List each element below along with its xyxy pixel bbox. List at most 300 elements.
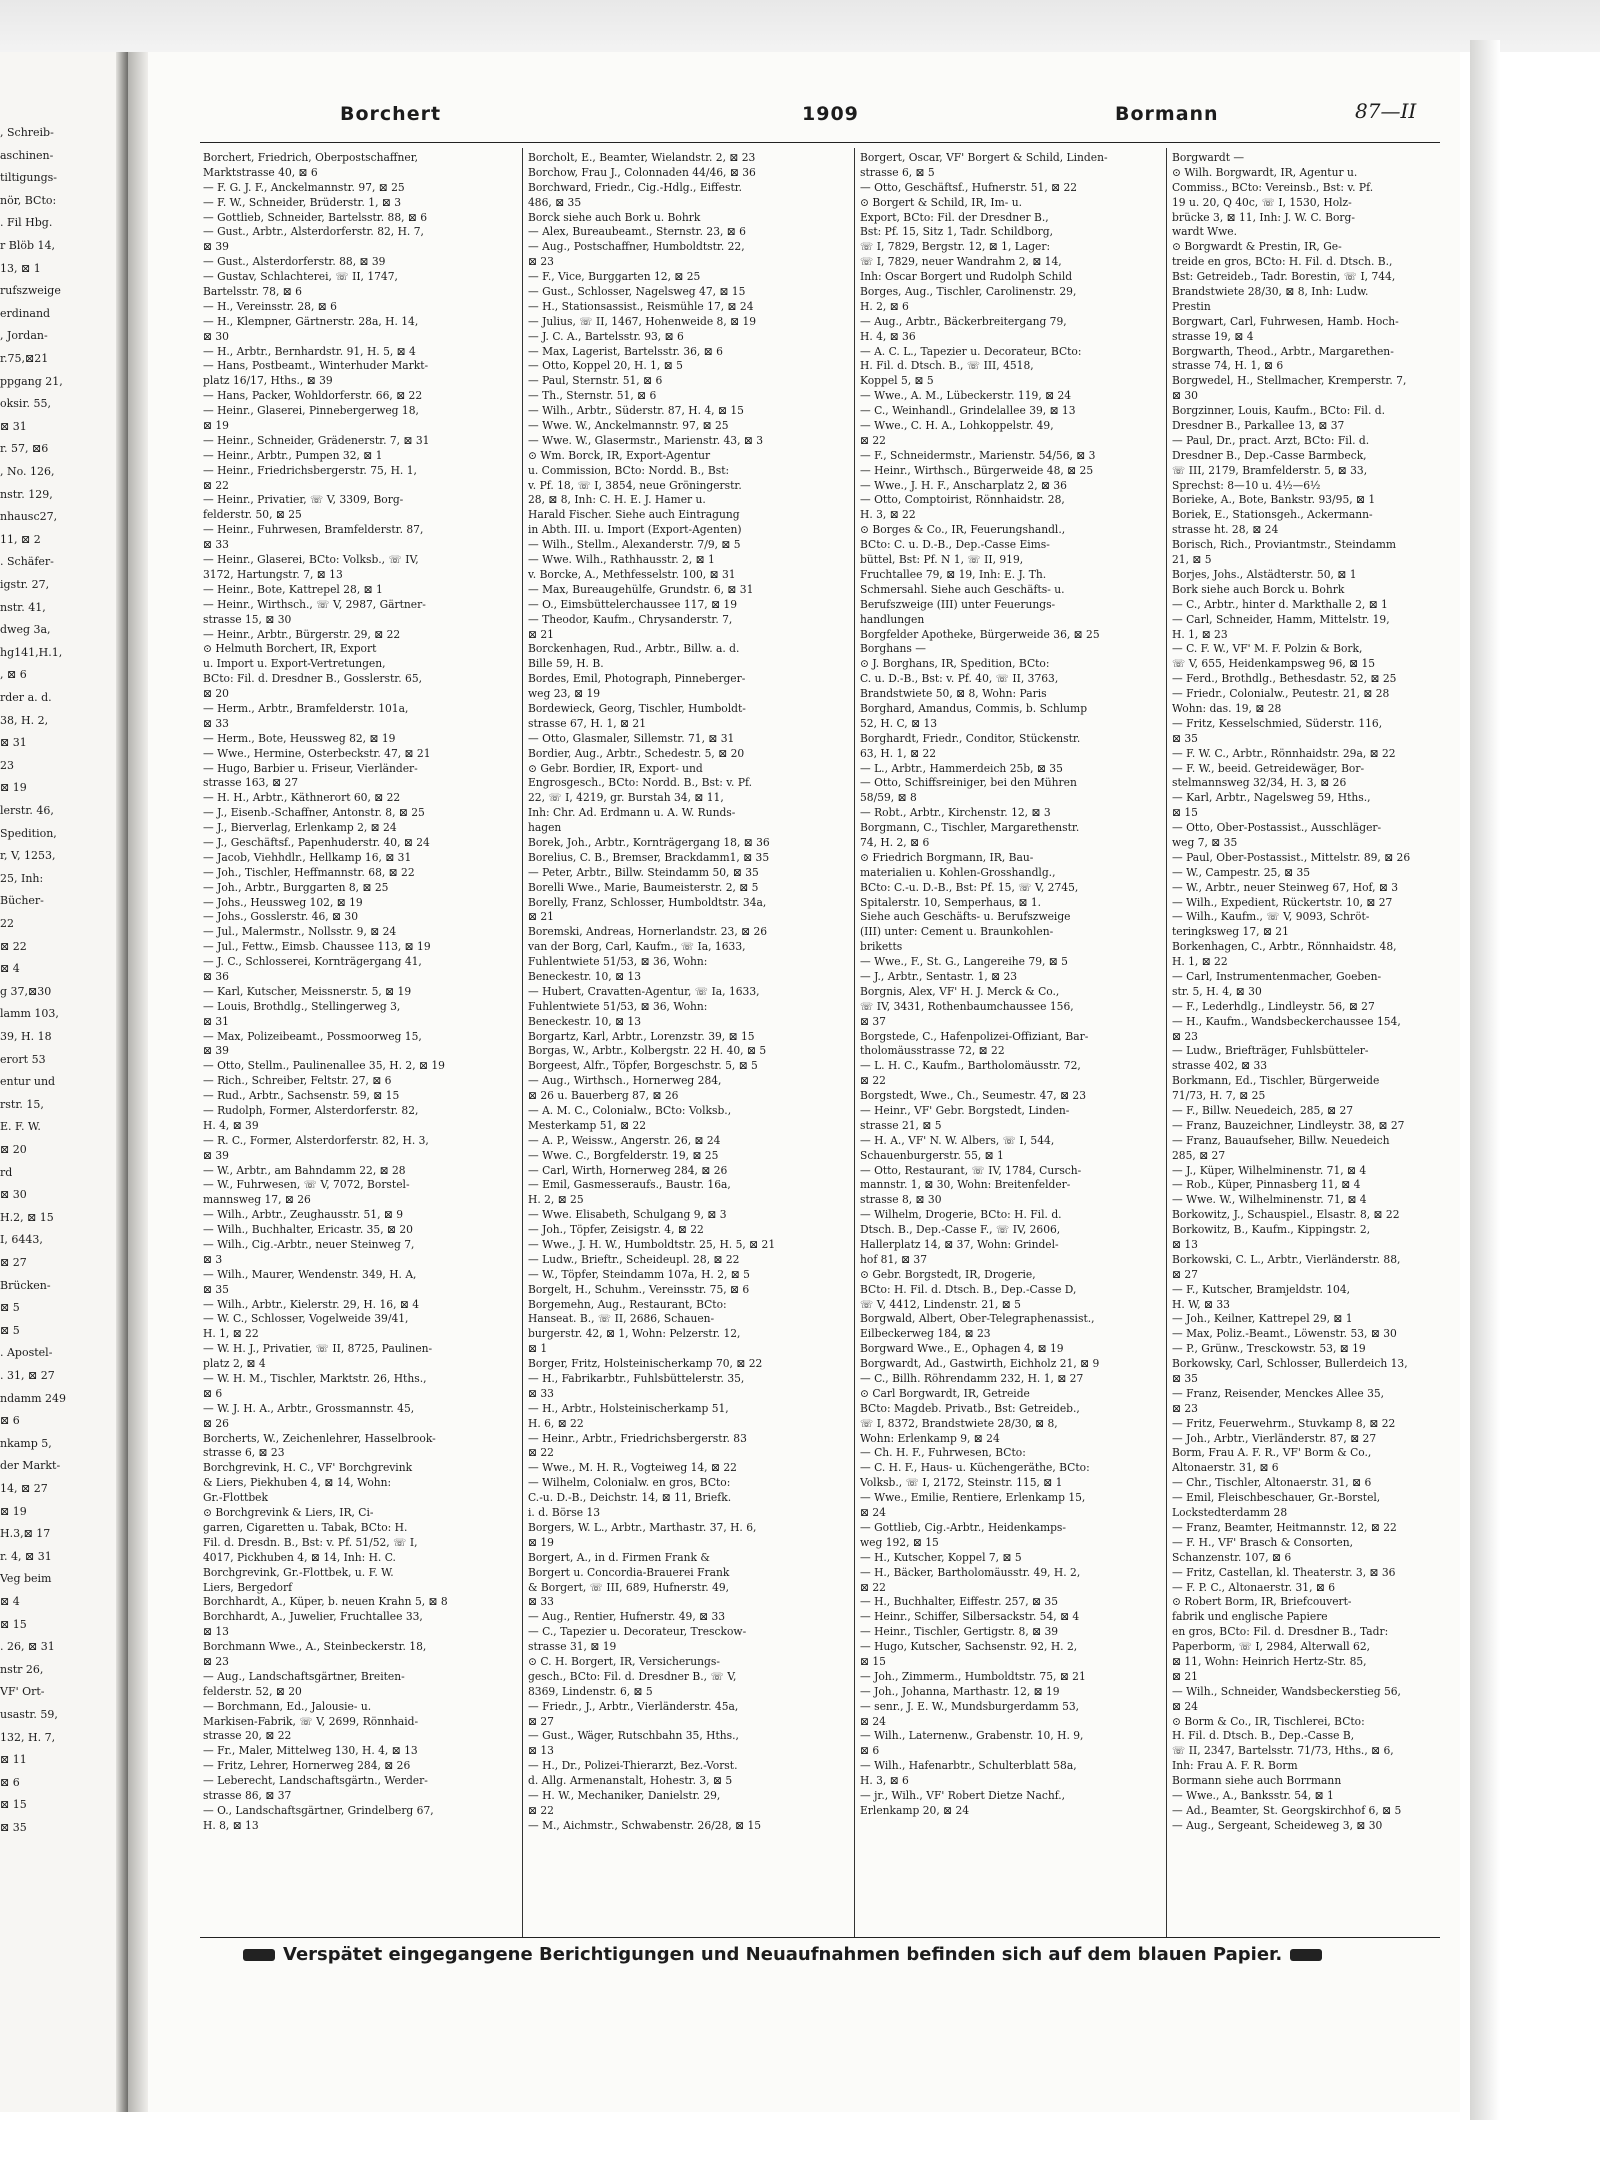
directory-line: Wohn: das. 19, ⊠ 28 xyxy=(1172,701,1282,715)
directory-line: ⊙ Robert Borm, IR, Briefcouvert- xyxy=(1172,1595,1352,1609)
directory-line: ⊠ 13 xyxy=(528,1744,554,1758)
directory-line: ⊠ 35 xyxy=(1172,1372,1198,1386)
left-page-line: tiltigungs- xyxy=(0,171,58,185)
left-page-line: ⊠ 19 xyxy=(0,1504,27,1518)
directory-line: — Otto, Ober-Postassist., Ausschläger- xyxy=(1172,821,1382,835)
directory-line: — Wilh., Buchhalter, Ericastr. 35, ⊠ 20 xyxy=(203,1223,413,1237)
directory-line: — C. F. W., VF' M. F. Polzin & Bork, xyxy=(1172,642,1363,656)
left-page-line: ⊠ 22 xyxy=(0,939,27,953)
directory-line: — F., Schneidermstr., Marienstr. 54/56, ⊠ 3 xyxy=(860,448,1096,462)
left-page-line: r.75,⊠21 xyxy=(0,352,49,365)
directory-line: Erlenkamp 20, ⊠ 24 xyxy=(860,1803,970,1817)
directory-line: fabrik und englische Papiere xyxy=(1172,1610,1328,1624)
directory-line: — Gust., Alsterdorferstr. 88, ⊠ 39 xyxy=(203,255,386,269)
directory-line: Koppel 5, ⊠ 5 xyxy=(860,374,934,388)
directory-line: & Liers, Piekhuben 4, ⊠ 14, Wohn: xyxy=(203,1476,392,1490)
directory-line: — H. A., VF' N. W. Albers, ☏ I, 544, xyxy=(860,1133,1055,1147)
directory-line: — H. H., Arbtr., Käthnerort 60, ⊠ 22 xyxy=(203,791,401,805)
directory-line: — A. M. C., Colonialw., BCto: Volksb., xyxy=(528,1104,732,1117)
directory-line: 19 u. 20, Q 40c, ☏ I, 1530, Holz- xyxy=(1172,195,1352,209)
directory-line: ⊙ Friedrich Borgmann, IR, Bau- xyxy=(860,850,1034,864)
left-page-line: ⊠ 15 xyxy=(0,1798,27,1812)
directory-line: — Otto, Koppel 20, H. 1, ⊠ 5 xyxy=(528,359,683,373)
left-page-line: ⊠ 5 xyxy=(0,1301,20,1315)
directory-line: — Wilh., Arbtr., Süderstr. 87, H. 4, ⊠ 15 xyxy=(528,404,744,418)
directory-line: Boriek, E., Stationsgeh., Ackermann- xyxy=(1172,508,1373,522)
directory-line: Borgstede, C., Hafenpolizei-Offiziant, Bar- xyxy=(860,1029,1089,1043)
directory-line: Borgstedt, Wwe., Ch., Seumestr. 47, ⊠ 23 xyxy=(860,1089,1087,1103)
directory-line: H. 3, ⊠ 22 xyxy=(860,508,916,522)
directory-line: 63, H. 1, ⊠ 22 xyxy=(860,746,937,760)
directory-line: — Wilhelm, Drogerie, BCto: H. Fil. d. xyxy=(860,1208,1062,1222)
directory-line: garren, Cigaretten u. Tabak, BCto: H. xyxy=(203,1520,408,1534)
directory-line: strasse 6, ⊠ 23 xyxy=(203,1446,285,1460)
directory-line: — Hubert, Cravatten-Agentur, ☏ Ia, 1633, xyxy=(528,984,760,998)
directory-line: — Wwe. Elisabeth, Schulgang 9, ⊠ 3 xyxy=(528,1208,727,1222)
directory-line: — Hans, Postbeamt., Winterhuder Markt- xyxy=(203,359,429,373)
left-page-line: ⊠ 31 xyxy=(0,736,27,750)
directory-line: — Wilh., Arbtr., Kielerstr. 29, H. 16, ⊠ 4 xyxy=(203,1297,420,1311)
directory-line: Hanseat. B., ☏ II, 2686, Schauen- xyxy=(528,1312,715,1326)
directory-line: — Fr., Maler, Mittelweg 130, H. 4, ⊠ 13 xyxy=(203,1744,418,1758)
directory-line: Hallerplatz 14, ⊠ 37, Wohn: Grindel- xyxy=(860,1238,1059,1252)
directory-line: Brandstwiete 28/30, ⊠ 8, Inh: Ludw. xyxy=(1172,285,1369,299)
directory-line: strasse 20, ⊠ 22 xyxy=(203,1729,292,1743)
directory-line: 58/59, ⊠ 8 xyxy=(860,791,917,805)
directory-line: ☏ II, 2347, Bartelsstr. 71/73, Hths., ⊠ 6, xyxy=(1172,1744,1394,1758)
directory-line: Borelius, C. B., Bremser, Brackdamm1, ⊠ 35 xyxy=(528,850,770,864)
directory-line: Volksb., ☏ I, 2172, Steinstr. 115, ⊠ 1 xyxy=(860,1476,1063,1490)
directory-line: — F. W., Schneider, Brüderstr. 1, ⊠ 3 xyxy=(203,195,402,209)
directory-line: — Paul, Sternstr. 51, ⊠ 6 xyxy=(528,374,663,388)
directory-line: Bartelsstr. 78, ⊠ 6 xyxy=(203,285,302,299)
directory-line: — Paul, Dr., pract. Arzt, BCto: Fil. d. xyxy=(1172,433,1370,447)
directory-line: Inh: Chr. Ad. Erdmann u. A. W. Runds- xyxy=(528,806,736,820)
directory-line: ⊙ Gebr. Bordier, IR, Export- und xyxy=(528,761,703,775)
directory-line: — Hugo, Barbier u. Friseur, Vierländer- xyxy=(203,761,418,775)
left-page-line: ⊠ 6 xyxy=(0,1414,20,1428)
directory-line: Borm, Frau A. F. R., VF' Borm & Co., xyxy=(1172,1446,1372,1460)
directory-line: ⊠ 23 xyxy=(528,255,554,269)
directory-line: — Wwe., M. H. R., Vogteiweg 14, ⊠ 22 xyxy=(528,1461,737,1475)
directory-line: ⊠ 24 xyxy=(1172,1699,1198,1713)
left-page-line: 132, H. 7, xyxy=(0,1730,56,1744)
directory-line: ⊠ 22 xyxy=(860,433,886,447)
directory-line: — Wilh., Cig.-Arbtr., neuer Steinweg 7, xyxy=(203,1238,415,1252)
directory-line: — Herm., Bote, Heussweg 82, ⊠ 19 xyxy=(203,731,396,745)
directory-line: Liers, Bergedorf xyxy=(203,1580,293,1594)
directory-line: gesch., BCto: Fil. d. Dresdner B., ☏ V, xyxy=(528,1669,737,1683)
directory-line: Borger, Fritz, Holsteinischerkamp 70, ⊠ 22 xyxy=(528,1357,763,1371)
directory-line: strasse 6, ⊠ 5 xyxy=(860,165,935,179)
directory-line: — W., Arbtr., am Bahndamm 22, ⊠ 28 xyxy=(203,1163,406,1177)
directory-line: — Wilh., Stellm., Alexanderstr. 7/9, ⊠ 5 xyxy=(528,538,741,552)
directory-line: Borgmann, C., Tischler, Margarethenstr. xyxy=(860,821,1080,835)
directory-line: — Wwe. C., Borgfelderstr. 19, ⊠ 25 xyxy=(528,1148,719,1162)
directory-line: Borchhardt, A., Juwelier, Fruchtallee 33, xyxy=(203,1610,423,1624)
left-page-line: 14, ⊠ 27 xyxy=(0,1482,48,1495)
directory-line: BCto: C. u. D.-B., Dep.-Casse Eims- xyxy=(860,538,1050,552)
left-page-line: ⊠ 4 xyxy=(0,962,20,976)
directory-line: — Otto, Geschäftsf., Hufnerstr. 51, ⊠ 22 xyxy=(860,180,1078,194)
directory-line: — Robt., Arbtr., Kirchenstr. 12, ⊠ 3 xyxy=(860,806,1051,820)
directory-line: felderstr. 50, ⊠ 25 xyxy=(203,508,302,522)
directory-line: H. 4, ⊠ 39 xyxy=(203,1118,259,1132)
directory-line: Borchgrevink, H. C., VF' Borchgrevink xyxy=(203,1461,413,1475)
directory-line: — Joh., Tischler, Heffmannstr. 68, ⊠ 22 xyxy=(203,865,415,879)
directory-line: weg 192, ⊠ 15 xyxy=(860,1535,939,1549)
left-page-line: ⊠ 6 xyxy=(0,1775,20,1789)
directory-line: ⊠ 11, Wohn: Heinrich Hertz-Str. 85, xyxy=(1172,1654,1367,1668)
directory-line: 8369, Lindenstr. 6, ⊠ 5 xyxy=(528,1684,653,1698)
directory-line: str. 5, H. 4, ⊠ 30 xyxy=(1172,984,1262,998)
directory-line: — jr., Wilh., VF' Robert Dietze Nachf., xyxy=(860,1788,1066,1802)
directory-line: Gr.-Flottbek xyxy=(203,1491,268,1505)
scan-top-margin xyxy=(0,0,1600,52)
directory-line: ☏ IV, 3431, Rothenbaumchaussee 156, xyxy=(860,999,1074,1013)
directory-line: Borkmann, Ed., Tischler, Bürgerweide xyxy=(1172,1074,1380,1088)
directory-line: — Th., Sternstr. 51, ⊠ 6 xyxy=(528,389,657,403)
directory-line: Borchward, Friedr., Cig.-Hdlg., Eiffestr. xyxy=(528,180,743,194)
directory-line: (III) unter: Cement u. Braunkohlen- xyxy=(860,925,1054,939)
directory-line: — Max, Lagerist, Bartelsstr. 36, ⊠ 6 xyxy=(528,344,723,358)
directory-line: ⊠ 19 xyxy=(528,1535,554,1549)
directory-line: Wohn: Erlenkamp 9, ⊠ 24 xyxy=(860,1431,1000,1445)
directory-line: Borchow, Frau J., Colonnaden 44/46, ⊠ 36 xyxy=(528,165,756,179)
directory-line: — Johs., Gosslerstr. 46, ⊠ 30 xyxy=(203,910,359,924)
directory-line: — Otto, Stellm., Paulinenallee 35, H. 2, ⊠ 19 xyxy=(203,1059,445,1073)
column-1 xyxy=(203,151,519,1936)
directory-line: — W., Töpfer, Steindamm 107a, H. 2, ⊠ 5 xyxy=(528,1267,750,1281)
left-page-line: erdinand xyxy=(0,306,51,320)
directory-line: 285, ⊠ 27 xyxy=(1172,1148,1226,1162)
pointing-hand-icon xyxy=(1290,1949,1322,1961)
directory-line: handlungen xyxy=(860,612,925,626)
directory-line: Borkowski, C. L., Arbtr., Vierländerstr. 88, xyxy=(1172,1252,1401,1266)
directory-line: — Johs., Heussweg 102, ⊠ 19 xyxy=(203,895,363,909)
directory-line: — H., Vereinsstr. 28, ⊠ 6 xyxy=(203,299,337,313)
directory-line: — Carl, Schneider, Hamm, Mittelstr. 19, xyxy=(1172,612,1390,626)
directory-line: ⊠ 35 xyxy=(203,1282,229,1296)
directory-line: — C., Billh. Röhrendamm 232, H. 1, ⊠ 27 xyxy=(860,1372,1084,1386)
directory-line: — Jul., Malermstr., Nollsstr. 9, ⊠ 24 xyxy=(203,925,397,939)
directory-line: — J., Geschäftsf., Papenhuderstr. 40, ⊠ 24 xyxy=(203,835,430,849)
directory-line: Bst: Pf. 15, Sitz 1, Tadr. Schildborg, xyxy=(860,225,1053,239)
directory-line: — Heinr., Arbtr., Friedrichsbergerstr. 83 xyxy=(528,1431,747,1445)
directory-line: Borkowitz, B., Kaufm., Kippingstr. 2, xyxy=(1172,1223,1371,1237)
left-page-line: ⊠ 20 xyxy=(0,1143,27,1156)
directory-line: ⊠ 36 xyxy=(203,969,229,983)
directory-line: Fuhlentwiete 51/53, ⊠ 36, Wohn: xyxy=(528,955,708,969)
directory-line: hof 81, ⊠ 37 xyxy=(860,1252,928,1266)
directory-line: Dtsch. B., Dep.-Casse F., ☏ IV, 2606, xyxy=(860,1223,1061,1237)
directory-line: ⊠ 6 xyxy=(860,1744,880,1758)
directory-line: Export, BCto: Fil. der Dresdner B., xyxy=(860,210,1049,224)
directory-line: — Peter, Arbtr., Billw. Steindamm 50, ⊠ 35 xyxy=(528,865,759,879)
left-page-line: 11, ⊠ 2 xyxy=(0,532,41,546)
column-3 xyxy=(860,151,1163,1936)
directory-line: Siehe auch Geschäfts- u. Berufszweige xyxy=(860,910,1071,924)
directory-line: — F., Billw. Neuedeich, 285, ⊠ 27 xyxy=(1172,1104,1354,1117)
footer-notice xyxy=(235,1944,1330,1965)
directory-line: H. W, ⊠ 33 xyxy=(1172,1297,1230,1311)
left-page-line: ⊠ 15 xyxy=(0,1617,27,1631)
directory-line: — H., Kutscher, Koppel 7, ⊠ 5 xyxy=(860,1550,1022,1564)
directory-line: strasse 19, ⊠ 4 xyxy=(1172,329,1254,343)
directory-line: — J., Eisenb.-Schaffner, Antonstr. 8, ⊠ 25 xyxy=(203,806,425,820)
directory-line: mannstr. 1, ⊠ 30, Wohn: Breitenfelder- xyxy=(860,1178,1071,1192)
directory-line: ⊙ C. H. Borgert, IR, Versicherungs- xyxy=(528,1654,720,1668)
directory-line: — H., Stationsassist., Reismühle 17, ⊠ 24 xyxy=(528,299,754,313)
left-page-line: VF' Ort- xyxy=(0,1685,45,1699)
directory-line: Borcholt, E., Beamter, Wielandstr. 2, ⊠ 23 xyxy=(528,151,756,164)
directory-line: — Wwe., A. M., Lübeckerstr. 119, ⊠ 24 xyxy=(860,389,1072,403)
left-page-line: g 37,⊠30 xyxy=(0,984,52,998)
directory-line: Borgers, W. L., Arbtr., Marthastr. 37, H. 6, xyxy=(528,1520,757,1534)
directory-line: ⊠ 33 xyxy=(528,1386,554,1400)
directory-line: ⊠ 20 xyxy=(203,687,229,701)
directory-line: 74, H. 2, ⊠ 6 xyxy=(860,835,930,849)
left-page-line: ⊠ 31 xyxy=(0,419,27,433)
directory-line: Borghardt, Friedr., Conditor, Stückenstr. xyxy=(860,731,1081,745)
directory-line: Borelly, Franz, Schlosser, Humboldtstr. 34a, xyxy=(528,895,767,909)
directory-line: Borchert, Friedrich, Oberpostschaffner, xyxy=(203,151,419,164)
directory-line: — Carl, Instrumentenmacher, Goeben- xyxy=(1172,969,1382,983)
left-page-line: der Markt- xyxy=(0,1459,61,1473)
directory-line: strasse 402, ⊠ 33 xyxy=(1172,1059,1268,1073)
directory-line: — W. C., Schlosser, Vogelweide 39/41, xyxy=(203,1312,409,1326)
directory-line: — Gust., Wäger, Rutschbahn 35, Hths., xyxy=(528,1729,739,1743)
directory-line: Borisch, Rich., Proviantmstr., Steindamm xyxy=(1172,538,1396,552)
directory-line: — F. P. C., Altonaerstr. 31, ⊠ 6 xyxy=(1172,1580,1336,1594)
directory-line: — Heinr., Glaserei, BCto: Volksb., ☏ IV, xyxy=(203,553,419,567)
directory-line: — Ferd., Brothdlg., Bethesdastr. 52, ⊠ 25 xyxy=(1172,672,1397,686)
directory-line: — Ch. H. F., Fuhrwesen, BCto: xyxy=(860,1446,1026,1460)
column-4 xyxy=(1172,151,1470,1936)
directory-line: — Gust., Schlosser, Nagelsweg 47, ⊠ 15 xyxy=(528,285,746,299)
column-rule-1 xyxy=(522,148,523,1938)
directory-line: ⊠ 22 xyxy=(528,1446,554,1460)
left-page-line: nör, BCto: xyxy=(0,193,57,207)
directory-line: Borgas, W., Arbtr., Kolbergstr. 22 H. 40, ⊠ 5 xyxy=(528,1044,767,1058)
directory-line: Bille 59, H. B. xyxy=(528,657,604,671)
directory-line: Borges, Aug., Tischler, Carolinenstr. 29, xyxy=(860,285,1077,299)
directory-line: — Alex, Bureaubeamt., Sternstr. 23, ⊠ 6 xyxy=(528,225,746,239)
directory-line: — Heinr., Schneider, Grädenerstr. 7, ⊠ 31 xyxy=(203,433,430,447)
left-page-line: usastr. 59, xyxy=(0,1708,58,1721)
directory-line: — Otto, Schiffsreiniger, bei den Mühren xyxy=(860,776,1077,790)
directory-line: Borkowsky, Carl, Schlosser, Bullerdeich 13, xyxy=(1172,1357,1408,1371)
directory-line: platz 16/17, Hths., ⊠ 39 xyxy=(203,374,333,388)
directory-line: v. Borcke, A., Methfesselstr. 100, ⊠ 31 xyxy=(528,567,736,581)
directory-line: — Otto, Comptoirist, Rönnhaidstr. 28, xyxy=(860,493,1065,507)
directory-line: — Fritz, Lehrer, Hornerweg 284, ⊠ 26 xyxy=(203,1759,411,1773)
directory-line: — W., Arbtr., neuer Steinweg 67, Hof, ⊠ 3 xyxy=(1172,880,1399,894)
directory-line: 52, H. C, ⊠ 13 xyxy=(860,716,938,730)
directory-line: ⊠ 27 xyxy=(528,1714,554,1728)
directory-line: H. 4, ⊠ 36 xyxy=(860,329,916,343)
column-rule-2 xyxy=(854,148,855,1938)
directory-line: — J., Bierverlag, Erlenkamp 2, ⊠ 24 xyxy=(203,821,397,835)
directory-line: — Aug., Sergeant, Scheideweg 3, ⊠ 30 xyxy=(1172,1818,1383,1832)
column-2 xyxy=(528,151,851,1936)
directory-line: ⊠ 22 xyxy=(528,1803,554,1817)
directory-line: ⊠ 13 xyxy=(1172,1238,1198,1252)
directory-line: — Wwe. W., Wilhelminenstr. 71, ⊠ 4 xyxy=(1172,1193,1367,1207)
directory-line: — O., Eimsbüttelerchaussee 117, ⊠ 19 xyxy=(528,597,738,611)
left-page-line: , Schreib- xyxy=(0,126,54,139)
directory-line: — Fritz, Castellan, kl. Theaterstr. 3, ⊠ 36 xyxy=(1172,1565,1396,1579)
directory-line: Borchmann Wwe., A., Steinbeckerstr. 18, xyxy=(203,1640,427,1654)
directory-line: — Theodor, Kaufm., Chrysanderstr. 7, xyxy=(528,612,733,626)
left-page-line: rstr. 15, xyxy=(0,1097,44,1111)
directory-line: ⊠ 15 xyxy=(1172,806,1198,820)
directory-line: en gros, BCto: Fil. d. Dresdner B., Tadr: xyxy=(1172,1625,1389,1639)
directory-line: — W. H. M., Tischler, Marktstr. 26, Hths., xyxy=(203,1372,427,1386)
directory-line: Borcherts, W., Zeichenlehrer, Hasselbrook- xyxy=(203,1431,436,1445)
left-page-line: ⊠ 5 xyxy=(0,1323,20,1337)
directory-line: — Heinr., Arbtr., Pumpen 32, ⊠ 1 xyxy=(203,448,383,462)
directory-line: ⊠ 6 xyxy=(203,1386,223,1400)
directory-line: Lockstedterdamm 28 xyxy=(1172,1506,1288,1520)
directory-line: — Heinr., Arbtr., Bürgerstr. 29, ⊠ 22 xyxy=(203,627,401,641)
left-page-line: ⊠ 30 xyxy=(0,1188,27,1202)
directory-line: — H., Fabrikarbtr., Fuhlsbüttelerstr. 35, xyxy=(528,1372,745,1386)
directory-line: — Heinr., Wirthsch., Bürgerweide 48, ⊠ 25 xyxy=(860,463,1094,477)
directory-line: — P., Grünw., Tresckowstr. 53, ⊠ 19 xyxy=(1172,1342,1366,1356)
directory-line: — Wwe., Hermine, Osterbeckstr. 47, ⊠ 21 xyxy=(203,746,431,760)
directory-line: — Karl, Arbtr., Nagelsweg 59, Hths., xyxy=(1172,791,1371,805)
directory-line: — Chr., Tischler, Altonaerstr. 31, ⊠ 6 xyxy=(1172,1476,1372,1490)
directory-line: Schmersahl. Siehe auch Geschäfts- u. xyxy=(860,582,1065,596)
directory-line: — Jul., Fettw., Eimsb. Chaussee 113, ⊠ 19 xyxy=(203,940,431,954)
directory-line: ☏ I, 7829, Bergstr. 12, ⊠ 1, Lager: xyxy=(860,240,1051,254)
directory-line: d. Allg. Armenanstalt, Hohestr. 3, ⊠ 5 xyxy=(528,1774,733,1788)
directory-line: briketts xyxy=(860,940,903,954)
directory-line: Borgwardt — xyxy=(1172,151,1245,164)
left-page-line: ⊠ 19 xyxy=(0,781,27,795)
directory-line: ⊙ Borgert & Schild, IR, Im- u. xyxy=(860,195,1022,209)
directory-line: Borkowitz, J., Schauspiel., Elsastr. 8, ⊠ 22 xyxy=(1172,1208,1400,1222)
directory-line: — Franz, Reisender, Menckes Allee 35, xyxy=(1172,1386,1385,1400)
left-page-line: , No. 126, xyxy=(0,465,55,478)
directory-line: Borgwedel, H., Stellmacher, Kremperstr. 7, xyxy=(1172,374,1407,388)
directory-line: H. 2, ⊠ 6 xyxy=(860,299,909,313)
directory-line: — H., Arbtr., Bernhardstr. 91, H. 5, ⊠ 4 xyxy=(203,344,416,358)
directory-line: Berufszweige (III) unter Feuerungs- xyxy=(860,597,1056,611)
directory-line: ⊙ Borgwardt & Prestin, IR, Ge- xyxy=(1172,240,1342,254)
directory-line: strasse 8, ⊠ 30 xyxy=(860,1193,942,1207)
directory-line: — Ludw., Briefträger, Fuhlsbütteler- xyxy=(1172,1044,1369,1058)
directory-line: ⊠ 21 xyxy=(528,627,554,641)
directory-line: ☏ I, 8372, Brandstwiete 28/30, ⊠ 8, xyxy=(860,1416,1058,1430)
directory-line: ⊠ 21 xyxy=(1172,1669,1198,1683)
directory-line: — M., Aichmstr., Schwabenstr. 26/28, ⊠ 15 xyxy=(528,1818,762,1832)
directory-line: Borkenhagen, C., Arbtr., Rönnhaidstr. 48, xyxy=(1172,940,1397,954)
directory-line: — Wwe. W., Glasermstr., Marienstr. 43, ⊠ 3 xyxy=(528,433,764,447)
directory-line: Bordewieck, Georg, Tischler, Humboldt- xyxy=(528,701,746,715)
left-page-line: nstr 26, xyxy=(0,1662,44,1676)
directory-line: ☏ III, 2179, Bramfelderstr. 5, ⊠ 33, xyxy=(1172,463,1368,477)
directory-line: ⊠ 15 xyxy=(860,1654,886,1668)
directory-line: C. u. D.-B., Bst: v. Pf. 40, ☏ II, 3763, xyxy=(860,672,1059,686)
directory-line: stelmannsweg 32/34, H. 3, ⊠ 26 xyxy=(1172,776,1347,790)
directory-line: H. 1, ⊠ 23 xyxy=(1172,627,1228,641)
directory-line: BCto: C.-u. D.-B., Bst: Pf. 15, ☏ V, 2745, xyxy=(860,880,1079,894)
left-page-line: dweg 3a, xyxy=(0,623,51,637)
left-page-line: ⊠ 4 xyxy=(0,1595,20,1608)
directory-line: mannsweg 17, ⊠ 26 xyxy=(203,1193,311,1207)
left-page-fragment xyxy=(0,52,129,2112)
directory-line: — Carl, Wirth, Hornerweg 284, ⊠ 26 xyxy=(528,1163,728,1177)
directory-line: Beneckestr. 10, ⊠ 13 xyxy=(528,969,642,983)
directory-line: ⊙ Borchgrevink & Liers, IR, Ci- xyxy=(203,1506,374,1520)
directory-line: 22, ☏ I, 4219, gr. Burstah 34, ⊠ 11, xyxy=(528,791,724,805)
directory-line: ⊙ Wilh. Borgwardt, IR, Agentur u. xyxy=(1172,165,1358,179)
directory-line: — W. J. H. A., Arbtr., Grossmannstr. 45, xyxy=(203,1401,415,1415)
directory-line: — Ludw., Brieftr., Scheideupl. 28, ⊠ 22 xyxy=(528,1252,740,1266)
directory-line: — L., Arbtr., Hammerdeich 25b, ⊠ 35 xyxy=(860,761,1063,775)
directory-line: — F. G. J. F., Anckelmannstr. 97, ⊠ 25 xyxy=(203,180,405,194)
left-page-line: 22 xyxy=(0,917,14,930)
directory-line: — Wilhelm, Colonialw. en gros, BCto: xyxy=(528,1476,731,1490)
directory-line: — F., Vice, Burggarten 12, ⊠ 25 xyxy=(528,270,701,284)
directory-line: büttel, Bst: Pf. N 1, ☏ II, 919, xyxy=(860,553,1024,567)
left-page-line: rufszweige xyxy=(0,284,61,298)
left-page-line: . Fil Hbg. xyxy=(0,216,53,230)
directory-line: ⊠ 19 xyxy=(203,419,229,433)
directory-line: — A. P., Weissw., Angerstr. 26, ⊠ 24 xyxy=(528,1133,721,1147)
directory-line: ⊠ 22 xyxy=(860,1580,886,1594)
directory-line: — H., Kaufm., Wandsbeckerchaussee 154, xyxy=(1172,1014,1401,1028)
directory-line: Fil. d. Dresdn. B., Bst: v. Pf. 51/52, ☏ I, xyxy=(203,1535,418,1549)
directory-line: — C. H. F., Haus- u. Küchengeräthe, BCto: xyxy=(860,1461,1090,1475)
directory-line: ☏ V, 4412, Lindenstr. 21, ⊠ 5 xyxy=(860,1297,1021,1311)
directory-line: ⊠ 13 xyxy=(203,1625,229,1639)
directory-line: — Friedr., Colonialw., Peutestr. 21, ⊠ 28 xyxy=(1172,687,1390,701)
directory-line: Commiss., BCto: Vereinsb., Bst: v. Pf. xyxy=(1172,180,1374,194)
directory-line: ☏ I, 7829, neuer Wandrahm 2, ⊠ 14, xyxy=(860,255,1062,269)
directory-line: Bordier, Aug., Arbtr., Schedestr. 5, ⊠ 20 xyxy=(528,746,745,760)
directory-line: Borgert, A., in d. Firmen Frank & xyxy=(528,1550,710,1564)
directory-line: — F. H., VF' Brasch & Consorten, xyxy=(1172,1535,1354,1549)
left-page-line: oksir. 55, xyxy=(0,397,51,411)
directory-line: Schauenburgerstr. 55, ⊠ 1 xyxy=(860,1148,1004,1162)
directory-line: van der Borg, Carl, Kaufm., ☏ Ia, 1633, xyxy=(528,940,746,954)
directory-line: Eilbeckerweg 184, ⊠ 23 xyxy=(860,1327,991,1341)
directory-line: strasse 163, ⊠ 27 xyxy=(203,776,299,790)
directory-line: Markisen-Fabrik, ☏ V, 2699, Rönnhaid- xyxy=(203,1714,419,1728)
directory-line: hagen xyxy=(528,821,562,835)
left-page-line: lamm 103, xyxy=(0,1007,59,1021)
directory-line: — Wilh., Maurer, Wendenstr. 349, H. A, xyxy=(203,1267,417,1281)
directory-line: strasse 15, ⊠ 30 xyxy=(203,612,292,626)
directory-line: & Borgert, ☏ III, 689, Hufnerstr. 49, xyxy=(528,1580,730,1594)
directory-line: ⊙ Borm & Co., IR, Tischlerei, BCto: xyxy=(1172,1714,1365,1728)
directory-line: H. Fil. d. Dtsch. B., ☏ III, 4518, xyxy=(860,359,1034,373)
directory-line: in Abth. III. u. Import (Export-Agenten) xyxy=(528,523,742,537)
directory-line: ⊠ 30 xyxy=(1172,389,1198,403)
directory-line: platz 2, ⊠ 4 xyxy=(203,1357,266,1371)
directory-line: Dresdner B., Parkallee 13, ⊠ 37 xyxy=(1172,419,1345,433)
directory-line: Paperborm, ☏ I, 2984, Alterwall 62, xyxy=(1172,1640,1371,1654)
directory-line: — H., Buchhalter, Eiffestr. 257, ⊠ 35 xyxy=(860,1595,1059,1609)
directory-line: ⊠ 24 xyxy=(860,1714,886,1728)
directory-line: Borckenhagen, Rud., Arbtr., Billw. a. d. xyxy=(528,642,740,656)
directory-line: — Wwe., C. H. A., Lohkoppelstr. 49, xyxy=(860,419,1054,433)
directory-line: ⊠ 26 u. Bauerberg 87, ⊠ 26 xyxy=(528,1089,679,1103)
directory-line: treide en gros, BCto: H. Fil. d. Dtsch. B., xyxy=(1172,255,1393,269)
